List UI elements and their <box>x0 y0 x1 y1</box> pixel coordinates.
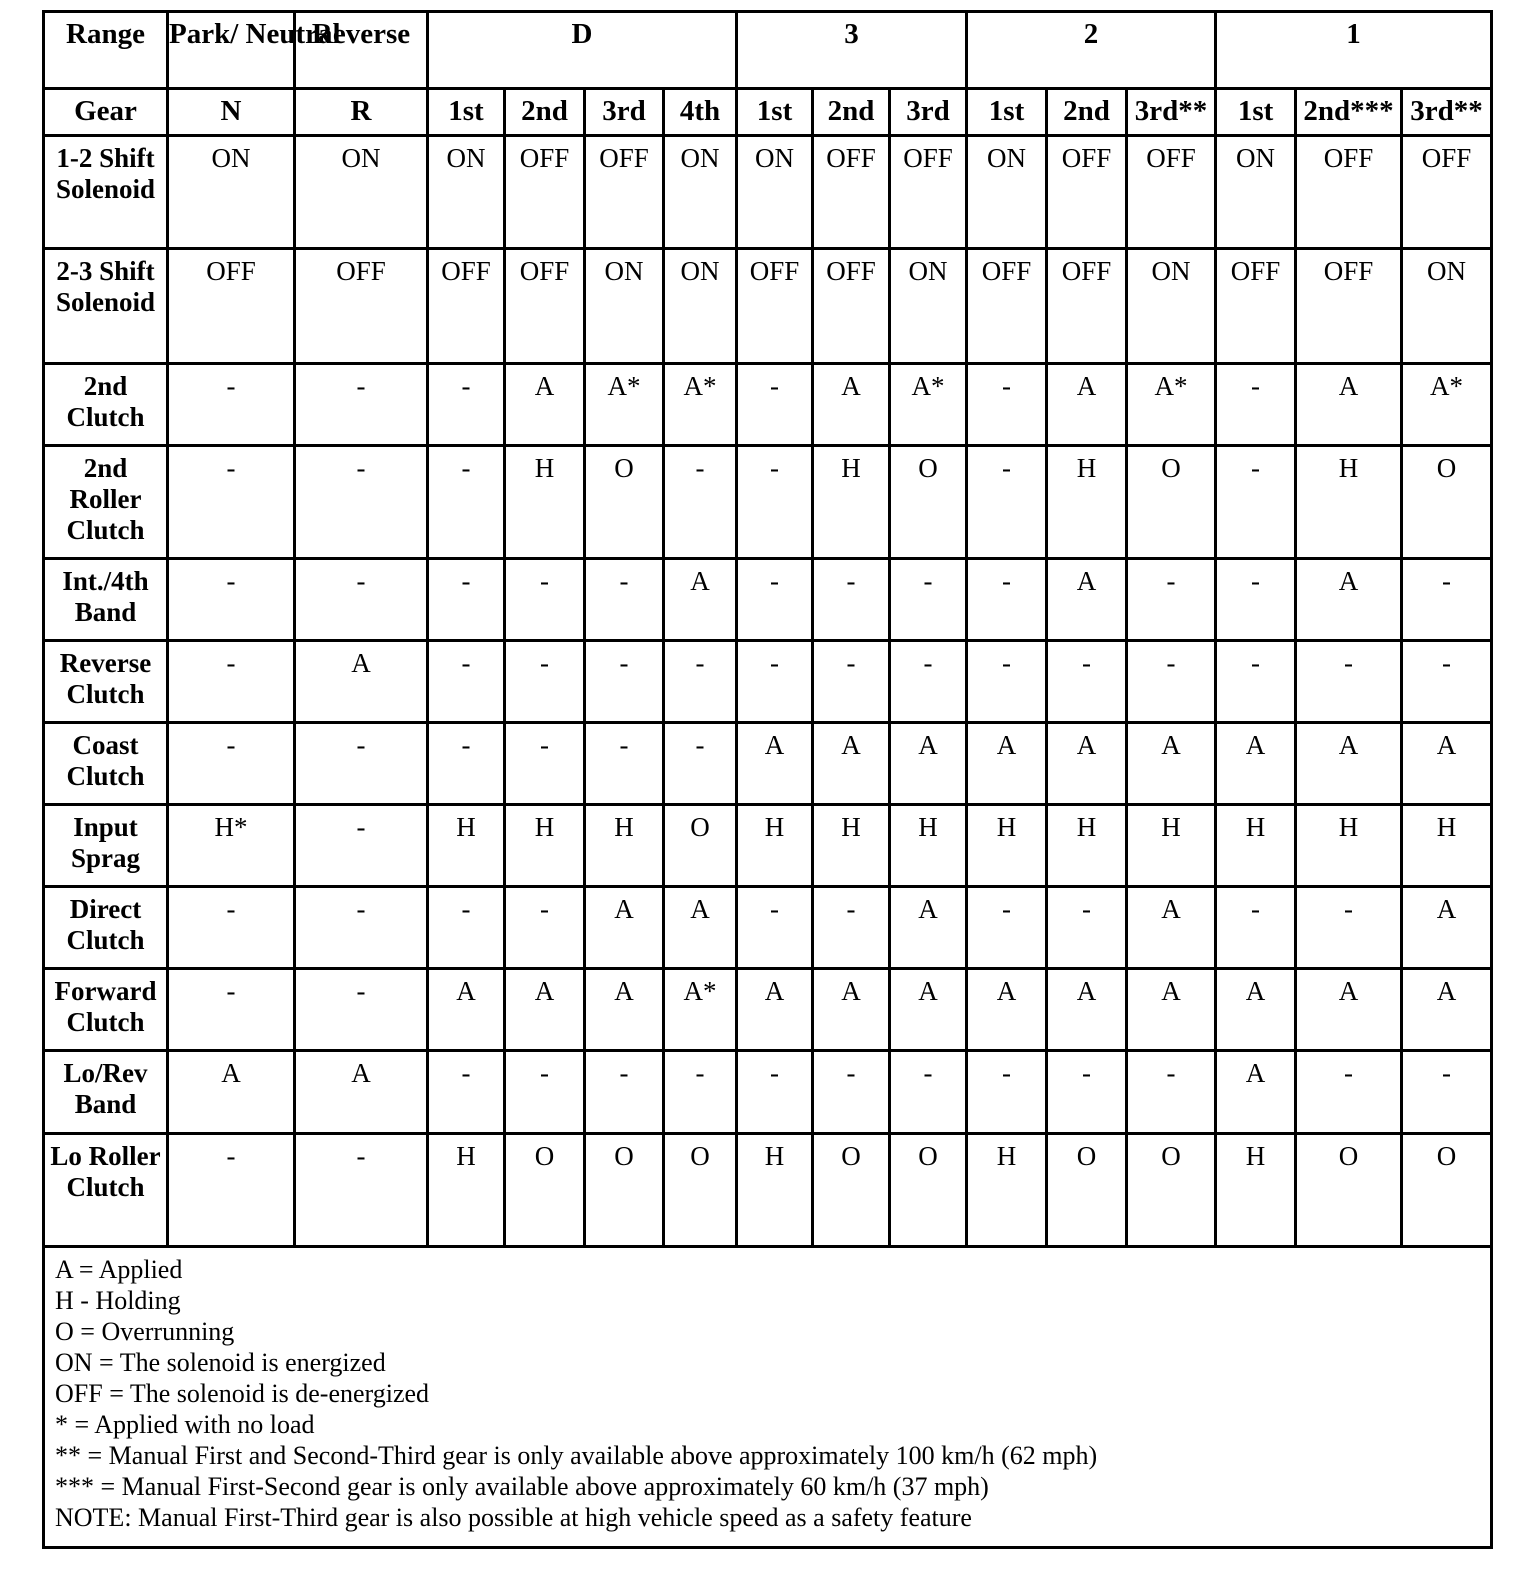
table-row <box>44 887 1492 969</box>
state-cell: A <box>813 364 890 446</box>
legend <box>44 1247 1492 1548</box>
state-cell: - <box>1216 887 1296 969</box>
state-cell: OFF <box>585 136 664 249</box>
state-cell: A <box>295 1051 428 1134</box>
state-cell: A <box>967 723 1047 805</box>
state-cell: - <box>505 887 585 969</box>
component-label: Forward Clutch <box>44 969 168 1051</box>
state-cell: A <box>1047 723 1127 805</box>
table-row <box>44 364 1492 446</box>
range-header: 1 <box>1216 12 1492 89</box>
state-cell: H <box>813 805 890 887</box>
state-cell: - <box>585 559 664 641</box>
state-cell: H <box>428 805 505 887</box>
state-cell: - <box>428 364 505 446</box>
legend-row <box>44 1247 1492 1548</box>
state-cell: OFF <box>1296 249 1402 364</box>
gear-header: 4th <box>664 89 737 136</box>
state-cell: A <box>967 969 1047 1051</box>
state-cell: - <box>428 559 505 641</box>
legend-item: * = Applied with no load <box>55 1410 315 1439</box>
state-cell: - <box>967 1051 1047 1134</box>
state-cell: - <box>505 723 585 805</box>
state-cell: ON <box>664 136 737 249</box>
table-row <box>44 249 1492 364</box>
legend-item: ** = Manual First and Second-Third gear is only available above approximately 100 km/h (62 mph) <box>55 1441 1098 1470</box>
state-cell: - <box>967 887 1047 969</box>
state-cell: - <box>1127 1051 1216 1134</box>
gear-header: R <box>295 89 428 136</box>
state-cell: - <box>1402 1051 1492 1134</box>
state-cell: A <box>1127 969 1216 1051</box>
state-cell: H <box>1047 446 1127 559</box>
state-cell: ON <box>1127 249 1216 364</box>
state-cell: O <box>813 1134 890 1247</box>
state-cell: H <box>1216 1134 1296 1247</box>
state-cell: - <box>737 641 813 723</box>
state-cell: - <box>967 446 1047 559</box>
state-cell: - <box>1127 559 1216 641</box>
state-cell: - <box>737 446 813 559</box>
state-cell: O <box>585 446 664 559</box>
state-cell: A <box>1127 723 1216 805</box>
state-cell: - <box>737 887 813 969</box>
gear-header: 1st <box>1216 89 1296 136</box>
state-cell: - <box>428 446 505 559</box>
state-cell: A <box>505 364 585 446</box>
state-cell: - <box>1296 887 1402 969</box>
state-cell: A <box>1047 969 1127 1051</box>
state-cell: - <box>428 1051 505 1134</box>
state-cell: ON <box>664 249 737 364</box>
state-cell: - <box>1296 641 1402 723</box>
gear-header: 3rd <box>890 89 967 136</box>
state-cell: OFF <box>1402 136 1492 249</box>
state-cell: A <box>664 559 737 641</box>
state-cell: H <box>505 805 585 887</box>
state-cell: A <box>664 887 737 969</box>
state-cell: A <box>1216 969 1296 1051</box>
state-cell: - <box>813 559 890 641</box>
state-cell: A <box>168 1051 295 1134</box>
state-cell: - <box>664 1051 737 1134</box>
state-cell: - <box>168 446 295 559</box>
state-cell: H <box>1216 805 1296 887</box>
state-cell: H <box>1047 805 1127 887</box>
gear-header: 2nd <box>505 89 585 136</box>
state-cell: - <box>295 1134 428 1247</box>
state-cell: H <box>1296 805 1402 887</box>
state-cell: O <box>585 1134 664 1247</box>
state-cell: ON <box>1402 249 1492 364</box>
state-cell: - <box>1047 641 1127 723</box>
state-cell: ON <box>1216 136 1296 249</box>
state-cell: OFF <box>168 249 295 364</box>
state-cell: - <box>1402 641 1492 723</box>
state-cell: - <box>813 887 890 969</box>
state-cell: - <box>664 446 737 559</box>
state-cell: - <box>1127 641 1216 723</box>
gear-header: 3rd** <box>1127 89 1216 136</box>
state-cell: O <box>1402 1134 1492 1247</box>
state-cell: A <box>428 969 505 1051</box>
shift-chart <box>42 10 1490 1549</box>
state-cell: - <box>737 1051 813 1134</box>
component-label: Direct Clutch <box>44 887 168 969</box>
legend-item: A = Applied <box>55 1255 183 1284</box>
state-cell: - <box>1216 364 1296 446</box>
state-cell: - <box>1047 1051 1127 1134</box>
state-cell: OFF <box>295 249 428 364</box>
state-cell: O <box>890 446 967 559</box>
gear-label: Gear <box>44 89 168 136</box>
state-cell: A <box>1402 887 1492 969</box>
state-cell: - <box>1216 641 1296 723</box>
state-cell: OFF <box>1296 136 1402 249</box>
component-label: Coast Clutch <box>44 723 168 805</box>
state-cell: - <box>890 641 967 723</box>
range-header: 3 <box>737 12 967 89</box>
range-label: Range <box>44 12 168 89</box>
state-cell: O <box>1296 1134 1402 1247</box>
state-cell: ON <box>295 136 428 249</box>
legend-item: ON = The solenoid is energized <box>55 1348 386 1377</box>
state-cell: - <box>505 641 585 723</box>
range-header: D <box>428 12 737 89</box>
state-cell: - <box>168 559 295 641</box>
state-cell: O <box>890 1134 967 1247</box>
state-cell: - <box>168 641 295 723</box>
state-cell: A <box>505 969 585 1051</box>
state-cell: - <box>1047 887 1127 969</box>
state-cell: - <box>168 887 295 969</box>
state-cell: OFF <box>737 249 813 364</box>
state-cell: A <box>890 887 967 969</box>
state-cell: ON <box>585 249 664 364</box>
state-cell: - <box>967 364 1047 446</box>
table-row <box>44 559 1492 641</box>
state-cell: - <box>664 723 737 805</box>
component-label: 2-3 Shift Solenoid <box>44 249 168 364</box>
state-cell: H <box>890 805 967 887</box>
state-cell: A <box>1296 364 1402 446</box>
range-header: Park/ Neutral <box>168 12 295 89</box>
gear-header: 2nd <box>813 89 890 136</box>
state-cell: O <box>1127 1134 1216 1247</box>
state-cell: - <box>295 969 428 1051</box>
state-cell: OFF <box>813 249 890 364</box>
gear-header: 1st <box>737 89 813 136</box>
state-cell: - <box>1216 446 1296 559</box>
component-label: 1-2 Shift Solenoid <box>44 136 168 249</box>
state-cell: - <box>428 887 505 969</box>
component-label: Input Sprag <box>44 805 168 887</box>
state-cell: ON <box>737 136 813 249</box>
state-cell: A* <box>890 364 967 446</box>
table-row <box>44 723 1492 805</box>
state-cell: A <box>585 887 664 969</box>
table-row <box>44 969 1492 1051</box>
state-cell: O <box>664 1134 737 1247</box>
state-cell: - <box>1296 1051 1402 1134</box>
state-cell: ON <box>890 249 967 364</box>
state-cell: A <box>813 969 890 1051</box>
state-cell: - <box>813 641 890 723</box>
legend-item: OFF = The solenoid is de-energized <box>55 1379 430 1408</box>
state-cell: - <box>737 559 813 641</box>
state-cell: A* <box>664 969 737 1051</box>
component-label: 2nd Clutch <box>44 364 168 446</box>
range-header-row <box>44 12 1492 89</box>
range-reference-table <box>42 10 1493 1549</box>
table-row <box>44 446 1492 559</box>
gear-header: 1st <box>428 89 505 136</box>
state-cell: O <box>1047 1134 1127 1247</box>
state-cell: OFF <box>890 136 967 249</box>
state-cell: OFF <box>505 136 585 249</box>
state-cell: - <box>295 559 428 641</box>
state-cell: - <box>295 723 428 805</box>
state-cell: O <box>1127 446 1216 559</box>
state-cell: A <box>1216 723 1296 805</box>
state-cell: O <box>505 1134 585 1247</box>
state-cell: A <box>737 969 813 1051</box>
component-label: 2nd Roller Clutch <box>44 446 168 559</box>
state-cell: O <box>1402 446 1492 559</box>
state-cell: - <box>1216 559 1296 641</box>
state-cell: H <box>1296 446 1402 559</box>
state-cell: A <box>890 723 967 805</box>
state-cell: - <box>664 641 737 723</box>
state-cell: OFF <box>813 136 890 249</box>
range-header: Reverse <box>295 12 428 89</box>
state-cell: A <box>813 723 890 805</box>
state-cell: H <box>585 805 664 887</box>
state-cell: H <box>428 1134 505 1247</box>
table-row <box>44 641 1492 723</box>
gear-header: 2nd*** <box>1296 89 1402 136</box>
state-cell: OFF <box>505 249 585 364</box>
state-cell: A <box>890 969 967 1051</box>
state-cell: H <box>813 446 890 559</box>
state-cell: OFF <box>1047 249 1127 364</box>
table-row <box>44 1051 1492 1134</box>
state-cell: - <box>585 723 664 805</box>
state-cell: - <box>295 446 428 559</box>
table-row <box>44 1134 1492 1247</box>
state-cell: H* <box>168 805 295 887</box>
range-header: 2 <box>967 12 1216 89</box>
state-cell: - <box>1402 559 1492 641</box>
state-cell: - <box>168 1134 295 1247</box>
component-label: Lo/Rev Band <box>44 1051 168 1134</box>
state-cell: ON <box>428 136 505 249</box>
state-cell: A <box>1402 723 1492 805</box>
state-cell: H <box>967 805 1047 887</box>
state-cell: - <box>890 559 967 641</box>
legend-item: NOTE: Manual First-Third gear is also possible at high vehicle speed as a safety feature <box>55 1503 972 1532</box>
state-cell: - <box>813 1051 890 1134</box>
component-label: Lo Roller Clutch <box>44 1134 168 1247</box>
state-cell: - <box>168 364 295 446</box>
state-cell: - <box>505 1051 585 1134</box>
state-cell: OFF <box>1127 136 1216 249</box>
state-cell: OFF <box>1216 249 1296 364</box>
state-cell: O <box>664 805 737 887</box>
state-cell: - <box>967 641 1047 723</box>
gear-header: 3rd** <box>1402 89 1492 136</box>
state-cell: A <box>1402 969 1492 1051</box>
state-cell: A <box>1047 364 1127 446</box>
state-cell: A <box>737 723 813 805</box>
state-cell: H <box>505 446 585 559</box>
state-cell: A <box>1047 559 1127 641</box>
state-cell: OFF <box>967 249 1047 364</box>
state-cell: OFF <box>428 249 505 364</box>
state-cell: H <box>967 1134 1047 1247</box>
table-row <box>44 136 1492 249</box>
state-cell: - <box>295 887 428 969</box>
state-cell: H <box>1127 805 1216 887</box>
gear-row <box>44 89 1492 136</box>
state-cell: - <box>168 969 295 1051</box>
legend-item: *** = Manual First-Second gear is only available above approximately 60 km/h (37 mph) <box>55 1472 989 1501</box>
state-cell: ON <box>168 136 295 249</box>
state-cell: H <box>737 805 813 887</box>
state-cell: ON <box>967 136 1047 249</box>
state-cell: A <box>1127 887 1216 969</box>
state-cell: OFF <box>1047 136 1127 249</box>
state-cell: A* <box>585 364 664 446</box>
component-label: Reverse Clutch <box>44 641 168 723</box>
state-cell: A* <box>1127 364 1216 446</box>
state-cell: - <box>505 559 585 641</box>
state-cell: A <box>1296 723 1402 805</box>
state-cell: - <box>585 1051 664 1134</box>
state-cell: A* <box>1402 364 1492 446</box>
state-cell: H <box>1402 805 1492 887</box>
gear-header: N <box>168 89 295 136</box>
state-cell: - <box>585 641 664 723</box>
gear-header: 3rd <box>585 89 664 136</box>
state-cell: A <box>1296 969 1402 1051</box>
gear-header: 2nd <box>1047 89 1127 136</box>
state-cell: - <box>967 559 1047 641</box>
state-cell: - <box>428 641 505 723</box>
legend-item: O = Overrunning <box>55 1317 235 1346</box>
gear-header: 1st <box>967 89 1047 136</box>
state-cell: - <box>428 723 505 805</box>
component-label: Int./4th Band <box>44 559 168 641</box>
state-cell: - <box>168 723 295 805</box>
state-cell: H <box>737 1134 813 1247</box>
state-cell: - <box>890 1051 967 1134</box>
state-cell: A <box>1216 1051 1296 1134</box>
table-row <box>44 805 1492 887</box>
state-cell: - <box>737 364 813 446</box>
state-cell: A* <box>664 364 737 446</box>
state-cell: - <box>295 805 428 887</box>
legend-item: H - Holding <box>55 1286 181 1315</box>
state-cell: A <box>1296 559 1402 641</box>
state-cell: A <box>295 641 428 723</box>
state-cell: A <box>585 969 664 1051</box>
state-cell: - <box>295 364 428 446</box>
